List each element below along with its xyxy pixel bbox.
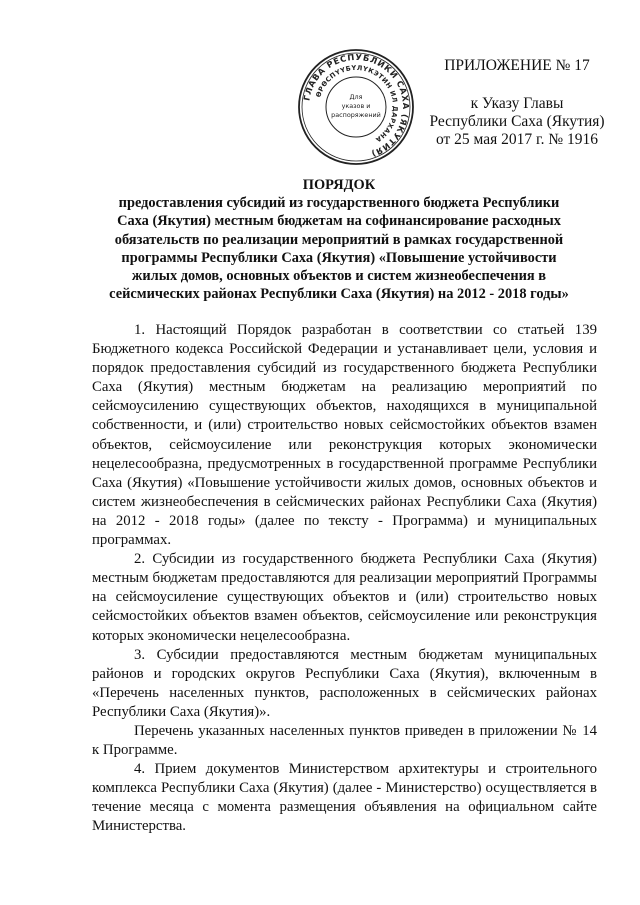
seal-center-line-2: указов и	[341, 102, 371, 110]
seal-center-line-1: Для	[349, 93, 363, 101]
seal-emblem-icon	[296, 47, 416, 167]
document-body	[92, 321, 597, 837]
annex-decree-line: к Указу Главы	[470, 95, 564, 112]
paragraph-4: 4. Прием документов Министерством архитектуры и строительного комплекса Республики Саха (Якутия) (далее - Министерство) осуществляется в течение месяца с момента размещения объявления на официальном сайте Министерства.	[92, 761, 597, 835]
seal-outer-text: ГЛАВА РЕСПУБЛИКИ САХА (ЯКУТИЯ)	[301, 51, 412, 160]
official-seal-stamp	[296, 47, 416, 167]
annex-number: ПРИЛОЖЕНИЕ № 17	[444, 57, 590, 74]
seal-center-line-3: распоряжений	[331, 111, 381, 119]
paragraph-3-note: Перечень указанных населенных пунктов приведен в приложении № 14 к Программе.	[92, 722, 597, 759]
seal-inner-text: ӨРӨСПҮҮБҮЛҮКЭТИН ИЛ ДАРХАНА	[314, 63, 400, 144]
annex-republic-line: Республики Саха (Якутия)	[429, 113, 605, 130]
annex-date-line: от 25 мая 2017 г. № 1916	[435, 131, 599, 148]
document-heading	[108, 176, 570, 303]
paragraph-2: 2. Субсидии из государственного бюджета Республики Саха (Якутия) местным бюджетам предоставляются для реализации мероприятий Программы на сейсмоусиление существующих объектов и (или) строительство новых сейсмостойких объектов взамен объектов, сейсмоусиление или реконструкция которых экономически нецелесообразна.	[92, 551, 597, 644]
paragraph-3: 3. Субсидии предоставляются местным бюджетам муниципальных районов и городских округов Республики Саха (Якутия), включенным в «Перечень населенных пунктов, расположенных в сейсмических районах Республики Саха (Якутия)».	[92, 646, 597, 720]
paragraph-1: 1. Настоящий Порядок разработан в соответствии со статьей 139 Бюджетного кодекса Российской Федерации и устанавливает цели, условия и порядок предоставления субсидий из государственного бюджета Республики Саха (Якутия) местным бюджетам на реализацию мероприятий по сейсмоусилению существующих объектов, находящихся в муниципальной собственности, и (или) строительство новых сейсмостойких объектов взамен объектов, сейсмоусиление или реконструкция которых экономически нецелесообразна, предусмотренных в государственной программе Республики Саха (Якутия) «Повышение устойчивости жилых домов, основных объектов и систем жизнеобеспечения в сейсмических районах Республики Саха (Якутия) на 2012 - 2018 годы» (далее по тексту - Программа) и муниципальных программах.	[92, 322, 597, 549]
annex-header	[412, 57, 622, 149]
document-title: ПОРЯДОК	[302, 177, 376, 193]
document-subtitle: предоставления субсидий из государственного бюджета Республики Саха (Якутия) местным бюджетам на софинансирование расходных обязательств по реализации мероприятий в рамках государственной программы Республики Саха (Якутия) «Повышение устойчивости жилых домов, основных объектов и систем жизнеобеспечения в сейсмических районах Республики Саха (Якутия) на 2012 - 2018 годы»	[109, 195, 569, 303]
